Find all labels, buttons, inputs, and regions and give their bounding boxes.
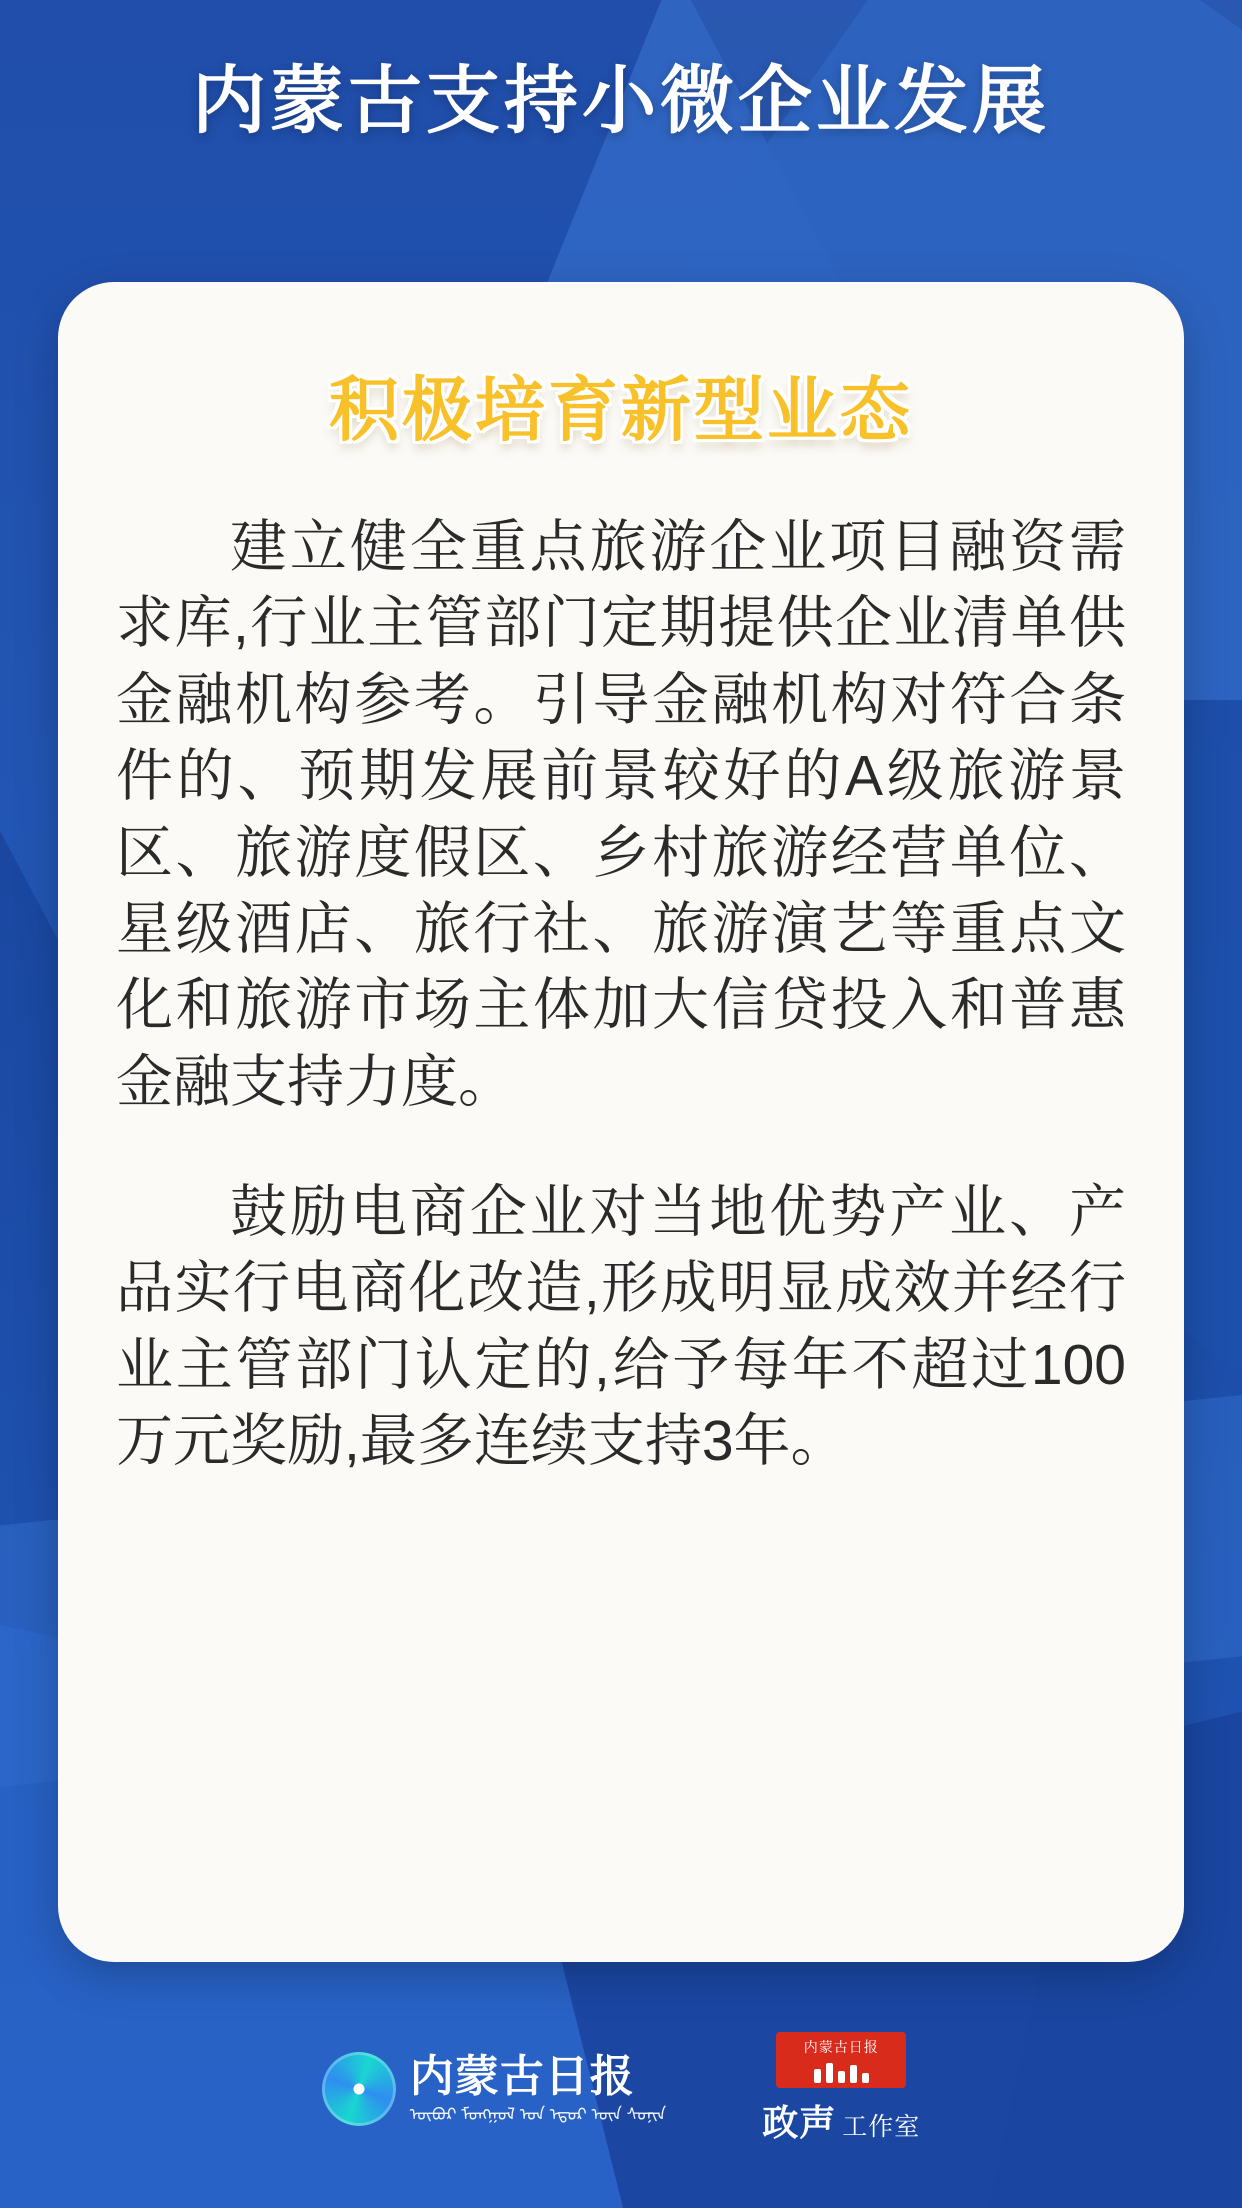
publisher-name-mongolian: ᠦᠪᠦᠷ ᠮᠣᠩᠭᠣᠯ ᠤᠨ ᠡᠳᠦᠷ ᠦᠨ ᠰᠣᠨᠢᠨ	[409, 2105, 667, 2124]
poster-header	[0, 0, 1242, 190]
card-paragraph-2: 鼓励电商企业对当地优势产业、产品实行电商化改造,形成明显成效并经行业主管部门认定的,给予每年不超过100万元奖励,最多连续支持3年。	[116, 1180, 1126, 1474]
studio-badge-label: 内蒙古日报	[803, 2039, 879, 2055]
studio-logo	[762, 2032, 920, 2146]
studio-badge	[776, 2032, 906, 2088]
poster-footer	[0, 2032, 1242, 2146]
studio-logo-text	[762, 2095, 920, 2146]
card-title: 积极培育新型业态	[329, 371, 913, 449]
publisher-name: 内蒙古日报	[409, 2052, 635, 2101]
card-body	[116, 509, 1126, 1480]
publisher-logo	[322, 2052, 666, 2126]
page-title: 内蒙古支持小微企业发展	[192, 59, 1050, 142]
content-card	[58, 282, 1184, 1962]
studio-name: 政声	[762, 2103, 837, 2143]
studio-name-suffix: 工作室	[842, 2113, 921, 2141]
swirl-logo-icon	[322, 2052, 396, 2126]
sound-bars-icon	[814, 2061, 869, 2083]
card-paragraph-1: 建立健全重点旅游企业项目融资需求库,行业主管部门定期提供企业清单供金融机构参考。引导金融机构对符合条件的、预期发展前景较好的A级旅游景区、旅游度假区、乡村旅游经营单位、星级酒店、旅行社、旅游演艺等重点文化和旅游市场主体加大信贷投入和普惠金融支持力度。	[116, 515, 1126, 1114]
publisher-logo-text	[409, 2052, 667, 2124]
